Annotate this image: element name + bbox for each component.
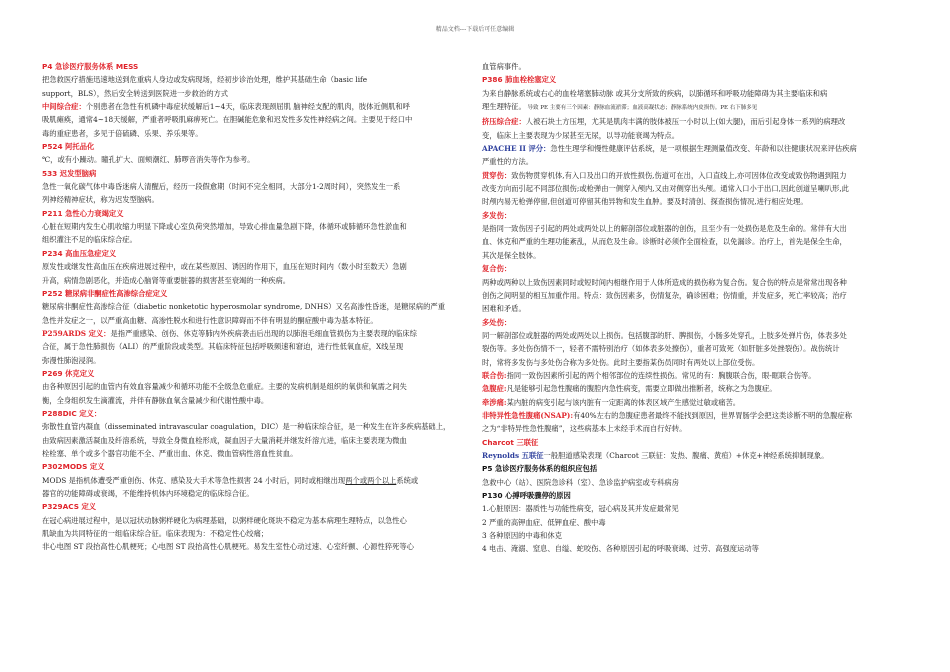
text-line (42, 354, 462, 367)
term-label: 联合伤: (482, 370, 507, 380)
text-line (42, 260, 462, 273)
text-line (42, 540, 462, 553)
line-text: 在冠心病进展过程中，是以冠状动脉粥样硬化为病理基础，以粥样硬化斑块不稳定为基本病理生理特点，以急性心 (42, 515, 407, 525)
section-heading: 533 迟发型脑病 (42, 168, 97, 178)
line-text: 是指严重感染、创伤、休克等肺内外疾病袭击后出现的以肺泡毛细血管损伤为主要表现的临床综 (110, 328, 417, 338)
section-heading: P234 高血压急症定义 (42, 248, 117, 258)
line-text: 合征，属于急性肺损伤（ALI）的严重阶段或类型。其临床特征包括呼吸频速和窘迫，进行性低氧血症，X线呈现 (42, 342, 404, 352)
text-line (42, 127, 462, 140)
section-heading: P211 急性心力衰竭定义 (42, 208, 124, 218)
text-line (482, 369, 908, 382)
line-text: 血管病事件。 (482, 62, 526, 71)
text-line (482, 516, 908, 529)
text-line (482, 142, 908, 155)
line-text: support，BLS），然后安全转送到医院进一步救治的方式 (42, 88, 229, 98)
line-text: 时颅内易无枪弹停留,但创道可停留其他异物和发生血肿。要及时清创、探查损伤情况,进行相应处理。 (482, 197, 808, 207)
line-text: 3 各种原因的中毒和休克 (482, 531, 562, 541)
text-line (482, 329, 908, 342)
line-text: 弥漫性肺泡浸润。 (42, 355, 101, 365)
small-note: 导致 PE 主要有三个因素：静脉血流淤滞；血液高凝状态；静脉系统内皮损伤。PE 右下肺多见 (525, 105, 758, 112)
line-text: 2 严重的高钾血症、低钾血症、酸中毒 (482, 517, 606, 527)
text-line (482, 195, 908, 208)
line-text: 非心电图 ST 段抬高性心肌梗死；心电图 ST 段抬高性心肌梗死。易发生室性心动过速、心室纤颤、心源性猝死等心 (42, 542, 414, 552)
line-text: MODS 是指机体遭受严重创伤、休克、感染及大手术等急性损害 24 小时后，同时或相继出现 (42, 475, 346, 485)
line-text: 4 电击、淹溺、窒息、自缢、蛇咬伤、各种原因引起的呼吸衰竭、过劳、高强度运动等 (482, 544, 759, 554)
line-text: 升高，病情急剧恶化，并造成心脑肾等重要脏器的损害甚至衰竭的一种疾病。 (42, 275, 291, 285)
section-heading: P329ACS 定义 (42, 502, 97, 512)
term-label: 非特异性急性腹痛(NSAP): (482, 410, 574, 420)
text-line (482, 155, 908, 168)
line-text: 改变方向而引起不同部位损伤;或枪弹由一侧穿入颅内,又由对侧穿出头颅。通常入口小于出口,因此创道呈喇叭形,此 (482, 184, 849, 194)
line-text: 由各种原因引起的血管内有效血容量减少和循环功能不全级急危重症。主要的发病机制是组织的氧供和氧需之间失 (42, 382, 407, 392)
text-line (482, 60, 908, 73)
line-text: 糖尿病非酮症性高渗综合征（diabetic nonketotic hyperosmolar syndrome, DNHS）又名高渗性昏迷，是糖尿病的严重 (42, 302, 445, 312)
text-line (482, 302, 908, 315)
text-line (42, 487, 462, 500)
line-text: 个别患者在急性有机磷中毒症状缓解后1~4天，临床表现颈屈肌 脑神经支配的肌肉，肢体近侧肌和呼 (85, 102, 410, 112)
text-line (42, 180, 462, 193)
line-text: 急性生理学和慢性健康评估系统，是一项根据生理测量值改变、年龄和以往健康状况来评估疾病 (550, 144, 857, 154)
line-text: 把急救医疗措施迅速地送到危重病人身边或发病现场，经初步诊治处理，维护其基础生命（basic life (42, 75, 368, 85)
line-text: 凡是能够引起急性腹痛的腹腔内急性病变，需要立即做出推断者，统称之为急腹症。 (506, 384, 777, 394)
section-heading: P302MODS 定义 (42, 462, 105, 472)
text-line (42, 314, 462, 327)
text-line (42, 113, 462, 126)
line-text: 组织灌注不足的临床综合症。 (42, 235, 137, 245)
line-text: 困难和矛盾。 (482, 304, 526, 314)
line-text: 裂伤等。多处伤伤情不一，轻者不需特别治疗（如体表多处擦伤），重者可致死（如肝脏多处挫裂伤）。战伤统计 (482, 344, 840, 354)
section-heading: 复合伤： (482, 264, 512, 274)
text-line (42, 527, 462, 540)
section-heading: P386 肺血栓栓塞定义 (482, 75, 557, 85)
section-heading: P5 急诊医疗服务体系的组织应包括 (482, 464, 598, 474)
underlined-text: 两个或两个以上 (345, 475, 397, 485)
text-line (42, 420, 462, 433)
line-text: 某内脏的病变引起与该内脏有一定距离的体表区域产生感觉过敏或痛苦。 (506, 397, 741, 407)
line-text: 严重性的方法。 (482, 157, 534, 167)
line-text: 栓栓塞、单个或多个器官功能不全、严重出血、休克、微血管病性溶血性贫血。 (42, 448, 298, 458)
line-text: 同一解剖部位或脏器的两处或两处以上损伤。包括腹部的肝、脾损伤，小肠多处穿孔，上肢多处弹片伤，体表多处 (482, 330, 847, 340)
line-text: 指同一致伤因素所引起的两个相邻部位的连续性损伤。常见的有：胸腹联合伤，眼-眶联合伤等。 (506, 370, 816, 380)
term-label: Reynolds 五联征 (482, 450, 544, 460)
section-heading: P252 糖尿病非酮症性高渗综合症定义 (42, 288, 168, 298)
text-line (482, 342, 908, 355)
line-text: 弥散性血管内凝血（disseminated intravascular coagulation，DIC）是一种临床综合征，是一种发生在许多疾病基础上， (42, 422, 451, 432)
text-line (482, 249, 908, 262)
line-text: 器官的功能障碍或衰竭，不能维持机体内环境稳定的临床综合征。 (42, 489, 254, 498)
text-line (482, 87, 908, 100)
section-heading: 多处伤： (482, 317, 512, 327)
line-text: 原发性或继发性高血压在疾病进展过程中，或在某些原因、诱因的作用下，血压在短时间内（数小时至数天）急剧 (42, 262, 407, 272)
left-column (42, 60, 462, 554)
term-label: 中间综合症： (42, 102, 86, 112)
line-text: 变，临床上主要表现为少尿甚至无尿，以导功能衰竭为特点。 (482, 130, 680, 140)
text-line (42, 73, 462, 86)
text-line (482, 382, 908, 395)
line-text: 两种或两种以上致伤因素同时或短时间内相继作用于人体所造成的损伤称为复合伤。复合伤的特点是常常出现各种 (482, 277, 847, 287)
text-line (42, 447, 462, 460)
term-label: 牵涉痛: (482, 397, 507, 407)
line-text: 致伤物贯穿机体,有入口及出口的开放性损伤,伤道可在出，入口直线上,亦可因体位改变或致伤物遇到阻力 (511, 170, 847, 180)
text-line (42, 474, 462, 487)
text-line (482, 276, 908, 289)
section-heading: P269 休克定义 (42, 368, 95, 378)
right-column (482, 60, 908, 556)
section-heading: P4 急诊医疗服务体系 MESS (42, 62, 139, 71)
text-line (42, 153, 462, 166)
line-text: ℃，或有小躁动。瞳孔扩大、面颊潮红、肺啰音消失等作为参考。 (42, 155, 255, 165)
line-text: 理生理特征。 (482, 102, 526, 112)
text-line (42, 220, 462, 233)
line-text: 为来自静脉系统或右心的血栓堵塞肺动脉 或其分支所致的疾病，以肺循环和呼吸功能障碍为其主要临床和病 (482, 88, 828, 98)
text-line (482, 182, 908, 195)
line-text: 人被石块土方压埋，尤其是肌肉丰满的肢体被压一小时以上(如大腿)，而后引起身体一系列的病理改 (525, 117, 846, 127)
term-label: 挤压综合症： (482, 117, 526, 127)
line-text: 1.心脏原因：器质性与功能性病变，冠心病及其并发症最常见 (482, 504, 679, 514)
line-text: 创伤之间明显的相互加重作用。特点：致伤因素多，伤情复杂，确诊困难；伤情重，并发症多，死亡率较高；治疗 (482, 290, 847, 300)
line-text: 是指同一致伤因子引起的两处或两处以上的解剖部位或脏器的创伤，且至少有一处损伤是危及生命的。常伴有大出 (482, 224, 847, 234)
line-text: 吸肌瘫痪，通常4~18天缓解，严重者呼吸肌麻痹死亡。在胆碱能危象和迟发性多发性神经病之间。主要见于经口中 (42, 115, 413, 125)
line-text: 急性并发症之一，以严重高血糖、高渗性脱水和进行性意识障碍而不伴有明显的酮症酸中毒为基本特征。 (42, 315, 378, 325)
text-line (42, 434, 462, 447)
line-text: 其次是保全肢体。 (482, 250, 541, 260)
text-line (482, 129, 908, 142)
text-line (42, 100, 462, 113)
text-line (42, 274, 462, 287)
text-line (42, 340, 462, 353)
text-line (482, 289, 908, 302)
text-line (482, 409, 908, 422)
text-line (482, 476, 908, 489)
text-line (482, 422, 908, 435)
text-line (482, 222, 908, 235)
line-text: 血、休克和严重的生理功能紊乱，从而危及生命。诊断时必须作全面检查，以免漏诊。治疗上，首先是保全生命， (482, 237, 847, 247)
text-line (482, 502, 908, 515)
line-text: 毒的重症患者，多见于倍硫磷、乐果、养乐果等。 (42, 128, 203, 138)
text-line (42, 514, 462, 527)
section-heading: 多发伤： (482, 210, 512, 220)
line-text: 有40%左右的急腹症患者最终不能找到原因，世界胃肠学会把这类诊断不明的急腹症称 (573, 410, 852, 420)
line-text: 列神经精神症状，称为迟发型脑病。 (42, 195, 159, 205)
line-text: 之为“非特异性急性腹痛”，这些病基本上未经手术而自行好转。 (482, 424, 687, 434)
text-line (42, 394, 462, 407)
text-line (482, 396, 908, 409)
text-line (42, 300, 462, 313)
text-line (482, 100, 908, 115)
text-line (42, 380, 462, 393)
line-text: 肌缺血为共同特征的一组临床综合征。临床表现为：不稳定性心绞痛； (42, 529, 269, 539)
term-label: 急腹症: (482, 384, 507, 394)
term-label: APACHE II 评分： (482, 144, 551, 154)
term-label: 贯穿伤： (482, 170, 512, 180)
page-header: 精品文档---下载后可任意编辑 (435, 26, 515, 33)
line-text: 系统或 (396, 475, 419, 485)
text-line (482, 235, 908, 248)
text-line (42, 233, 462, 246)
term-label: P259ARDS 定义： (42, 328, 111, 338)
text-line (482, 169, 908, 182)
section-heading: P524 阿托品化 (42, 142, 95, 152)
text-line (42, 327, 462, 340)
text-line (482, 356, 908, 369)
line-text: 急救中心（站）、医院急诊科（室）、急诊监护病室或专科病房 (482, 477, 680, 487)
text-line (482, 542, 908, 555)
section-heading: P130 心搏呼吸骤停的原因 (482, 491, 571, 500)
line-text: 心脏在短期内发生心肌收缩力明显下降或心室负荷突然增加，导致心排血量急剧下降，体循环或肺循环急性淤血和 (42, 222, 407, 232)
line-text: 衡，全身组织发生滴灌流，并伴有静脉血氧含量减少和代谢性酸中毒。 (42, 395, 269, 405)
text-line (482, 529, 908, 542)
text-line (482, 115, 908, 128)
line-text: 一般胆道感染表现（Charcot 三联征：发热、腹痛、黄疸）+休克+神经系统抑制现象。 (543, 450, 829, 460)
section-heading: Charcot 三联征 (482, 437, 539, 447)
text-line (42, 87, 462, 100)
text-line (482, 449, 908, 462)
text-line (42, 193, 462, 206)
line-text: 由致病因素激活凝血及纤溶系统，导致全身微血栓形成，凝血因子大量消耗并继发纤溶亢进，临床主要表现为微血 (42, 435, 407, 445)
line-text: 急性一氧化碳气体中毒昏迷病人清醒后，经历一段假愈期（时间不完全相同，大部分1-2周时间），突然发生一系 (42, 182, 401, 192)
line-text: 时，常将多发伤与多处伤合称为多处伤。此时主要指某伤员同时有两处以上部位受伤。 (482, 357, 760, 367)
section-heading: P288DIC 定义： (42, 408, 102, 418)
